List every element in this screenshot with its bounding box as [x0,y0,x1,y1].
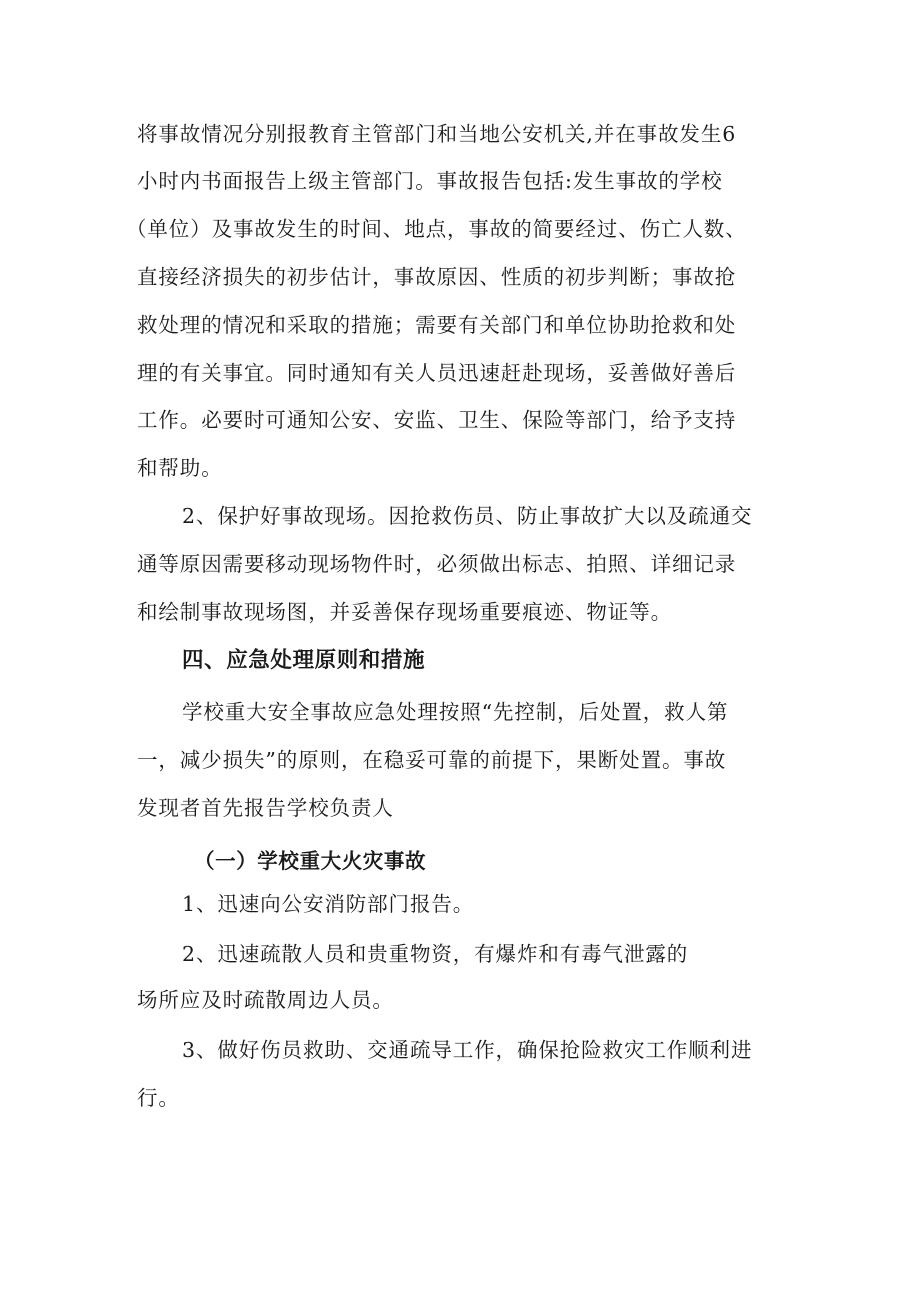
text-line: 发现者首先报告学校负责人 [137,796,394,820]
text-line: 工作。必要时可通知公安、安监、卫生、保险等部门，给予支持 [137,408,737,432]
text-line: 将事故情况分别报教育主管部门和当地公安机关,并在事故发生6 [137,122,737,146]
text-line: 一，减少损失”的原则，在稳妥可靠的前提下，果断处置。事故 [137,748,727,772]
text-line: 3、做好伤员救助、交通疏导工作，确保抢险救灾工作顺利进 [182,1038,753,1062]
subsection-heading: （一）学校重大火灾事故 [194,849,427,873]
text-line: 小时内书面报告上级主管部门。事故报告包括:发生事故的学校 [137,169,723,193]
text-line: 学校重大安全事故应急处理按照“先控制，后处置，救人第 [182,700,729,724]
text-line: 2、迅速疏散人员和贵重物资，有爆炸和有毒气泄露的 [182,942,689,966]
section-heading: 四、应急处理原则和措施 [182,648,426,673]
list-item: 1、迅速向公安消防部门报告。 [182,892,475,916]
text-line: 2、保护好事故现场。因抢救伤员、防止事故扩大以及疏通交 [182,504,753,528]
text-line: （单位）及事故发生的时间、地点，事故的简要经过、伤亡人数、 [126,217,747,241]
text-line: 和帮助。 [137,456,223,480]
text-line: 理的有关事宜。同时通知有关人员迅速赶赴现场，妥善做好善后 [137,361,737,385]
text-line: 通等原因需要移动现场物件时，必须做出标志、拍照、详细记录 [137,552,737,576]
text-line: 直接经济损失的初步估计，事故原因、性质的初步判断；事故抢 [137,265,737,289]
text-line: 场所应及时疏散周边人员。 [137,988,394,1012]
text-line: 救处理的情况和采取的措施；需要有关部门和单位协助抢救和处 [137,313,737,337]
text-line: 和绘制事故现场图，并妥善保存现场重要痕迹、物证等。 [137,600,672,624]
text-line: 行。 [137,1086,180,1110]
